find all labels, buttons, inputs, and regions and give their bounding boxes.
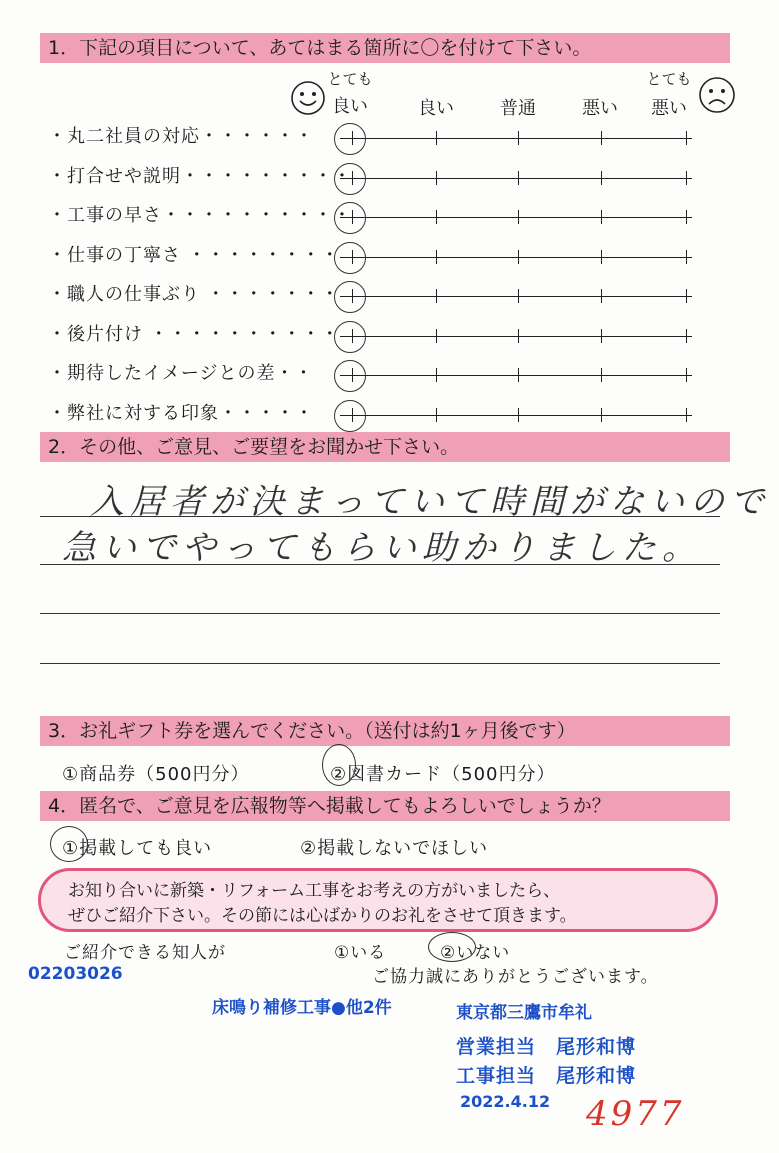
rating-option-tick[interactable] <box>518 368 519 382</box>
rating-option-tick[interactable] <box>436 329 437 343</box>
selection-circle-mark <box>428 932 476 962</box>
job-location: 東京都三鷹市牟礼 <box>456 1003 592 1023</box>
selection-circle-mark <box>334 281 366 313</box>
rating-option-tick[interactable] <box>601 210 602 224</box>
referral-no[interactable]: ②いない <box>440 943 511 963</box>
form-date: 2022.4.12 <box>460 1092 551 1111</box>
rating-option-tick[interactable] <box>686 210 687 224</box>
rating-option-tick[interactable] <box>601 171 602 185</box>
selection-circle-mark <box>334 202 366 234</box>
scale-very-bad-bottom: 悪い <box>651 98 687 119</box>
scale-very-bad-top: とても <box>646 70 692 88</box>
form-code: 02203026 <box>28 964 123 984</box>
selection-circle-mark <box>334 163 366 195</box>
rating-scale-line <box>340 375 692 376</box>
rating-option-tick[interactable] <box>518 329 519 343</box>
selection-circle-mark <box>334 321 366 353</box>
rating-option-tick[interactable] <box>601 408 602 422</box>
gift-option-1[interactable]: ①商品券（500円分） <box>62 764 250 785</box>
rating-option-tick[interactable] <box>686 408 687 422</box>
rating-scale-line <box>340 217 692 218</box>
scale-very-good-bottom: 良い <box>332 96 368 117</box>
rating-option-tick[interactable] <box>686 171 687 185</box>
notice-line1: お知り合いに新築・リフォーム工事をお考えの方がいましたら、 <box>68 881 561 901</box>
selection-circle-mark <box>322 744 356 786</box>
rating-option-tick[interactable] <box>518 250 519 264</box>
rating-option-tick[interactable] <box>686 329 687 343</box>
handwritten-comment-line2: 急いでやってもらい助かりました。 <box>62 528 702 568</box>
selection-circle-mark <box>334 123 366 155</box>
scale-normal: 普通 <box>500 98 536 119</box>
publish-option-2[interactable]: ②掲載しないでほしい <box>300 838 489 859</box>
job-description: 床鳴り補修工事●他2件 <box>212 998 392 1018</box>
rating-option-tick[interactable] <box>436 250 437 264</box>
sales-representative: 営業担当 尾形和博 <box>456 1036 637 1058</box>
section3-title: 3．お礼ギフト券を選んでください。（送付は約1ヶ月後です） <box>40 716 730 746</box>
rating-item-label: ・弊社に対する印象・・・・・ <box>48 403 314 424</box>
rating-option-tick[interactable] <box>686 368 687 382</box>
happy-face-icon <box>290 80 326 116</box>
rating-option-tick[interactable] <box>436 210 437 224</box>
thanks-text: ご協力誠にありがとうございます。 <box>372 967 659 987</box>
rating-item-label: ・丸二社員の対応・・・・・・ <box>48 126 314 147</box>
rating-option-tick[interactable] <box>436 368 437 382</box>
selection-circle-mark <box>334 242 366 274</box>
rating-option-tick[interactable] <box>518 408 519 422</box>
notice-line2: ぜひご紹介下さい。その節には心ばかりのお礼をさせて頂きます。 <box>68 906 577 926</box>
rating-item-label: ・打合せや説明・・・・・・・・・ <box>48 166 352 187</box>
rating-option-tick[interactable] <box>601 289 602 303</box>
writing-line <box>40 613 720 614</box>
rating-option-tick[interactable] <box>601 329 602 343</box>
rating-option-tick[interactable] <box>436 289 437 303</box>
referral-yes[interactable]: ①いる <box>334 943 387 963</box>
rating-scale-line <box>340 138 692 139</box>
rating-option-tick[interactable] <box>518 210 519 224</box>
rating-scale-line <box>340 336 692 337</box>
rating-option-tick[interactable] <box>601 131 602 145</box>
rating-option-tick[interactable] <box>686 131 687 145</box>
referral-label: ご紹介できる知人が <box>64 943 226 963</box>
rating-option-tick[interactable] <box>686 289 687 303</box>
rating-item-label: ・期待したイメージとの差・・ <box>48 363 314 384</box>
gift-option-2[interactable]: ②図書カード（500円分） <box>330 764 556 785</box>
selection-circle-mark <box>334 360 366 392</box>
rating-item-label: ・工事の早さ・・・・・・・・・・ <box>48 205 352 226</box>
rating-option-tick[interactable] <box>436 131 437 145</box>
selection-circle-mark <box>334 400 366 432</box>
construction-representative: 工事担当 尾形和博 <box>456 1065 637 1087</box>
rating-option-tick[interactable] <box>686 250 687 264</box>
section2-title: 2．その他、ご意見、ご要望をお聞かせ下さい。 <box>40 432 730 462</box>
scale-good: 良い <box>418 98 454 119</box>
handwritten-comment-line1: 入居者が決まっていて時間がないので <box>90 482 770 522</box>
publish-option-1[interactable]: ①掲載しても良い <box>62 838 213 859</box>
rating-option-tick[interactable] <box>518 171 519 185</box>
handwritten-number: 4977 <box>586 1094 685 1134</box>
selection-circle-mark <box>50 826 88 862</box>
rating-option-tick[interactable] <box>436 171 437 185</box>
scale-bad: 悪い <box>582 98 618 119</box>
rating-item-label: ・仕事の丁寧さ ・・・・・・・・ <box>48 245 340 266</box>
writing-line <box>40 663 720 664</box>
scale-very-good-top: とても <box>327 70 373 88</box>
rating-option-tick[interactable] <box>518 289 519 303</box>
rating-item-label: ・職人の仕事ぶり ・・・・・・・ <box>48 284 340 305</box>
rating-scale-line <box>340 178 692 179</box>
rating-option-tick[interactable] <box>601 250 602 264</box>
rating-option-tick[interactable] <box>601 368 602 382</box>
rating-item-label: ・後片付け ・・・・・・・・・・ <box>48 324 340 345</box>
rating-option-tick[interactable] <box>518 131 519 145</box>
sad-face-icon <box>698 76 736 114</box>
rating-scale-line <box>340 296 692 297</box>
rating-scale-line <box>340 415 692 416</box>
rating-scale-line <box>340 257 692 258</box>
section1-title: 1．下記の項目について、あてはまる箇所に〇を付けて下さい。 <box>40 33 730 63</box>
rating-option-tick[interactable] <box>436 408 437 422</box>
section4-title: 4．匿名で、ご意見を広報物等へ掲載してもよろしいでしょうか？ <box>40 791 730 821</box>
